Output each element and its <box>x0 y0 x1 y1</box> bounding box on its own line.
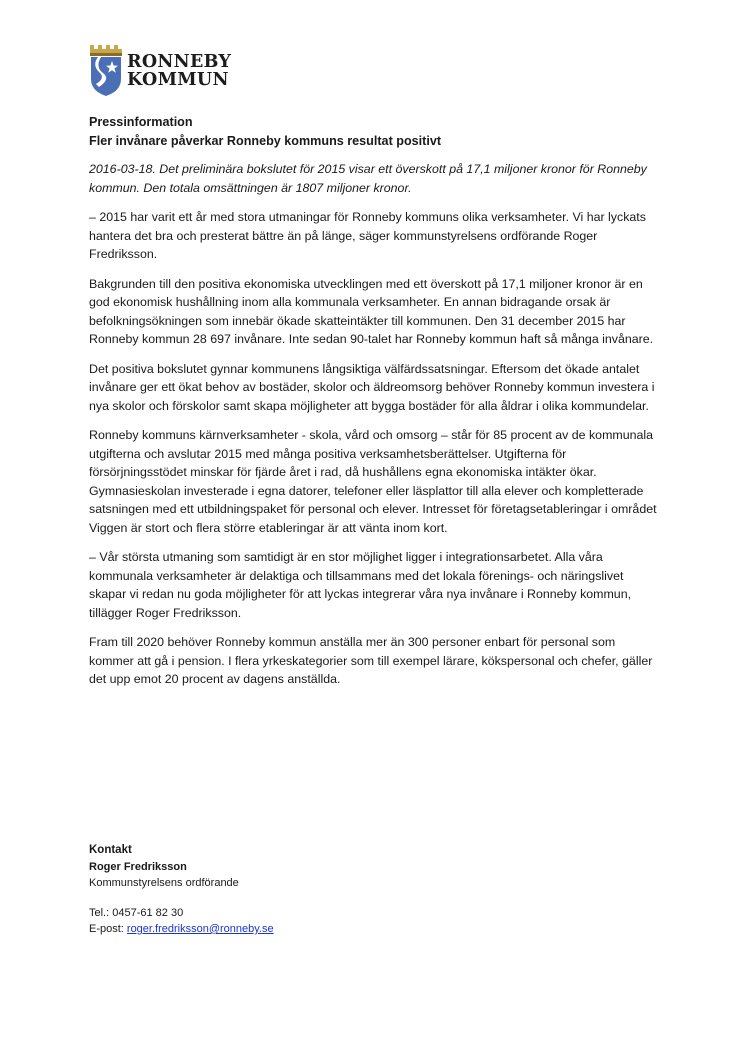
logo-line-2: KOMMUN <box>127 70 229 90</box>
body-paragraph: Bakgrunden till den positiva ekonomiska utvecklingen med ett överskott på 17,1 miljoner kronor är en god ekonomisk hushållning inom alla kommunala verksamheter. En annan bidragande orsak är befolkningsökningen som innebär ökade skatteintäkter till kommunen. Den 31 december 2015 har Ronneby kommun 28 697 invånare. Inte sedan 90-talet har Ronneby kommun haft så många invånare. <box>89 276 654 346</box>
contact-phone: Tel.: 0457-61 82 30 <box>89 907 184 919</box>
body-paragraph: Fram till 2020 behöver Ronneby kommun anställa mer än 300 personer enbart för personal som kommer att gå i pension. I flera yrkeskategorier som till exempel lärare, kökspersonal och chefer, gäller det upp emot 20 procent av dagens anställda. <box>89 635 653 686</box>
email-label: E-post: <box>89 923 127 935</box>
logo-wordmark <box>127 53 231 89</box>
body-paragraph: – Vår största utmaning som samtidigt är en stor möjlighet ligger i integrationsarbetet. Alla våra kommunala verksamheter är delaktiga och tillsammans med det lokala förenings- och näringslivet skapar vi redan nu goda möjligheter för att lyckas integrerar våra nya invånare i Ronneby kommun, tillägger Roger Fredriksson. <box>89 550 632 620</box>
contact-email-line <box>89 921 489 937</box>
contact-name: Roger Fredriksson <box>89 861 187 873</box>
headline: Fler invånare påverkar Ronneby kommuns resultat positivt <box>89 134 442 148</box>
email-link[interactable]: roger.fredriksson@ronneby.se <box>126 923 274 935</box>
contact-heading: Kontakt <box>89 844 132 856</box>
document-label: Pressinformation <box>89 115 193 129</box>
article-body <box>89 113 659 700</box>
logo-line-1: RONNEBY <box>127 52 232 72</box>
contact-block <box>89 842 489 937</box>
ronneby-kommun-logo <box>89 43 239 97</box>
contact-role: Kommunstyrelsens ordförande <box>89 877 239 889</box>
body-paragraph: – 2015 har varit ett år med stora utmaningar för Ronneby kommuns olika verksamheter. Vi har lyckats hantera det bra och presterat bättre än på länge, säger kommunstyrelsens ordförande Roger Fredriksson. <box>89 210 646 261</box>
body-paragraph: Det positiva bokslutet gynnar kommunens långsiktiga välfärdssatsningar. Eftersom det ökade antalet invånare ger ett ökat behov av bostäder, skolor och äldreomsorg behöver Ronneby kommun investera i nya skolor och förskolor samt skapa möjligheter att bygga bostäder för alla åldrar i olika kommundelar. <box>89 361 655 413</box>
coat-of-arms-icon <box>89 43 123 97</box>
body-paragraph: Ronneby kommuns kärnverksamheter - skola, vård och omsorg – står för 85 procent av de kommunala utgifterna och avslutar 2015 med många positiva verksamhetsberättelser. Utgifterna för försörjningsstödet minskar för fjärde året i rad, då hushållens egna ekonomiska intäkter ökar. Gymnasieskolan investerade i egna datorer, telefoner eller läsplattor till alla elever och kompletterade satsningen med ett utbildningspaket för personal och elever. Intresset för företagsetableringar i området Viggen är stort och flera större etableringar är att vänta inom kort. <box>89 428 657 535</box>
lead-paragraph: 2016-03-18. Det preliminära bokslutet för 2015 visar ett överskott på 17,1 miljoner kronor för Ronneby kommun. Den totala omsättningen är 1807 miljoner kronor. <box>89 162 647 195</box>
